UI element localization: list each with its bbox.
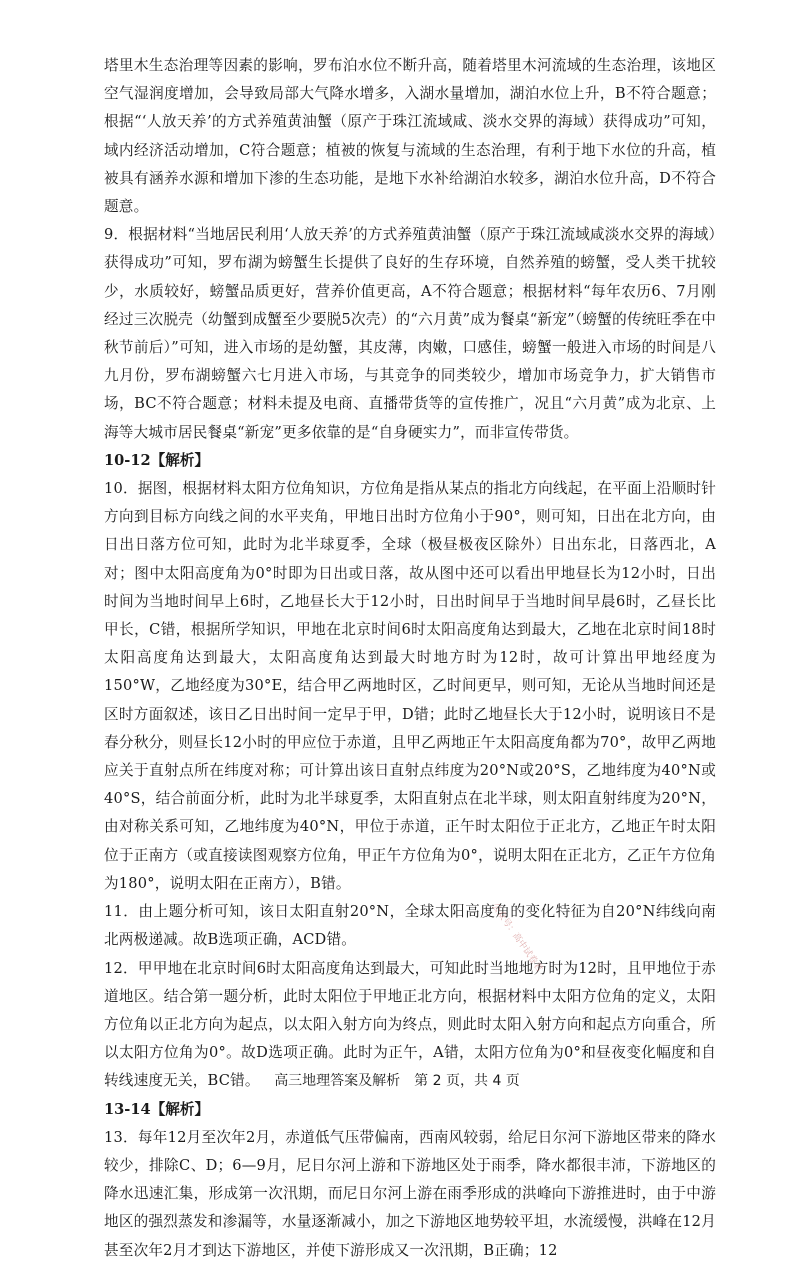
- paragraph-13: 13．每年12月至次年2月，赤道低气压带偏南，西南风较弱，给尼日尔河下游地区带来的降水较少，排除C、D；6—9月，尼日尔河上游和下游地区处于雨季，降水都很丰沛，下游地区的降水迅速汇集，形成第一次汛期，而尼日尔河上游在雨季形成的洪峰向下游推进时，由于中游地区的强烈蒸发和渗漏等，水量逐渐减小，加之下游地区地势较平坦，水流缓慢，洪峰在12月甚至次年2月才到达下游地区，并使下游形成又一次汛期，B正确；12: [104, 1128, 716, 1259]
- paragraph-12: 12．甲甲地在北京时间6时太阳高度角达到最大，可知此时当地地方时为12时，且甲地位于赤道地区。结合第一题分析，此时太阳位于甲地正北方向，根据材料中太阳方位角的定义，太阳方位角以正北方向为起点，以太阳入射方向为终点，则此时太阳入射方向和起点方向重合，所以太阳方位角为0°。故D选项正确。此时为正午，A错，太阳方位角为0°和昼夜变化幅度和自转线速度无关，BC错。: [104, 959, 716, 1090]
- paragraph-8-continued: 塔里木生态治理等因素的影响，罗布泊水位不断升高，随着塔里木河流域的生态治理，该地区空气湿润度增加，会导致局部大气降水增多，入湖水量增加，湖泊水位上升，B不符合题意；根据“‘人放天养’的方式养殖黄油蟹（原产于珠江流域咸、淡水交界的海域）获得成功”可知，域内经济活动增加，C符合题意；植被的恢复与流域的生态治理，有利于地下水位的升高，植被具有涵养水源和增加下渗的生态功能，是地下水补给湖泊水较多，湖泊水位升高，D不符合题意。: [104, 57, 716, 216]
- paragraph-11: 11．由上题分析可知，该日太阳直射20°N，全球太阳高度角的变化特征为自20°N纬线向南北两极递减。故B选项正确，ACD错。: [104, 903, 716, 949]
- paragraph-10: 10．据图，根据材料太阳方位角知识，方位角是指从某点的指北方向线起，在平面上沿顺时针方向到目标方向线之间的水平夹角，甲地日出时方位角小于90°，则可知，日出在北方向，由日出日落方位可知，此时为北半球夏季，全球（极昼极夜区除外）日出东北，日落西北，A对；图中太阳高度角为0°时即为日出或日落，故从图中还可以看出甲地昼长为12小时，日出时间为当地时间早上6时，乙地昼长大于12小时，日出时间早于当地时间早晨6时，乙昼长比甲长，C错，根据所学知识，甲地在北京时间6时太阳高度角达到最大，乙地在北京时间18时太阳高度角达到最大，太阳高度角达到最大时地方时为12时，故可计算出甲地经度为150°W，乙地经度为30°E，结合甲乙两地时区，乙时间更早，则可知，无论从当地时间还是区时方面叙述，该日乙日出时间一定早于甲，D错；此时乙地昼长大于12小时，说明该日不是春分秋分，则昼长12小时的甲应位于赤道，且甲乙两地正午太阳高度角都为70°，故甲乙两地应关于直射点所在纬度对称；可计算出该日直射点纬度为20°N或20°S，乙地纬度为40°N或40°S，结合前面分析，此时为北半球夏季，太阳直射点在北半球，则太阳直射纬度为20°N，由对称关系可知，乙地纬度为40°N，甲位于赤道，正午时太阳位于正北方，乙地正午时太阳位于正南方（或直接读图观察方位角，甲正午方位角为0°，说明太阳在正北方，乙正午方位角为180°，说明太阳在正南方），B错。: [104, 480, 716, 892]
- page-footer: 高三地理答案及解析 第 2 页，共 4 页: [274, 1073, 520, 1089]
- heading-13-14: 13-14【解析】: [104, 1100, 210, 1118]
- heading-10-12: 10-12【解析】: [104, 451, 210, 469]
- watermark-stamp: 公众号：高中试卷君: [489, 901, 545, 974]
- paragraph-9: 9．根据材料“当地居民利用‘人放天养’的方式养殖黄油蟹（原产于珠江流域咸淡水交界的海域）获得成功”可知，罗布湖为螃蟹生长提供了良好的生存环境，自然养殖的螃蟹，受人类干扰较少，水质较好，螃蟹品质更好，营养价值更高，A不符合题意；根据材料“每年农历6、7月刚经过三次脱壳（幼蟹到成蟹至少要脱5次壳）的“六月黄”成为餐桌“新宠”（螃蟹的传统旺季在中秋节前后）”可知，进入市场的是幼蟹，其皮薄，肉嫩，口感佳，螃蟹一般进入市场的时间是八九月份，罗布湖螃蟹六七月进入市场，与其竞争的同类较少，增加市场竞争力，扩大销售市场，BC不符合题意；材料未提及电商、直播带货等的宣传推广，况且“六月黄”成为北京、上海等大城市居民餐桌“新宠”更多依靠的是“自身硬实力”，而非宣传带货。: [104, 226, 716, 441]
